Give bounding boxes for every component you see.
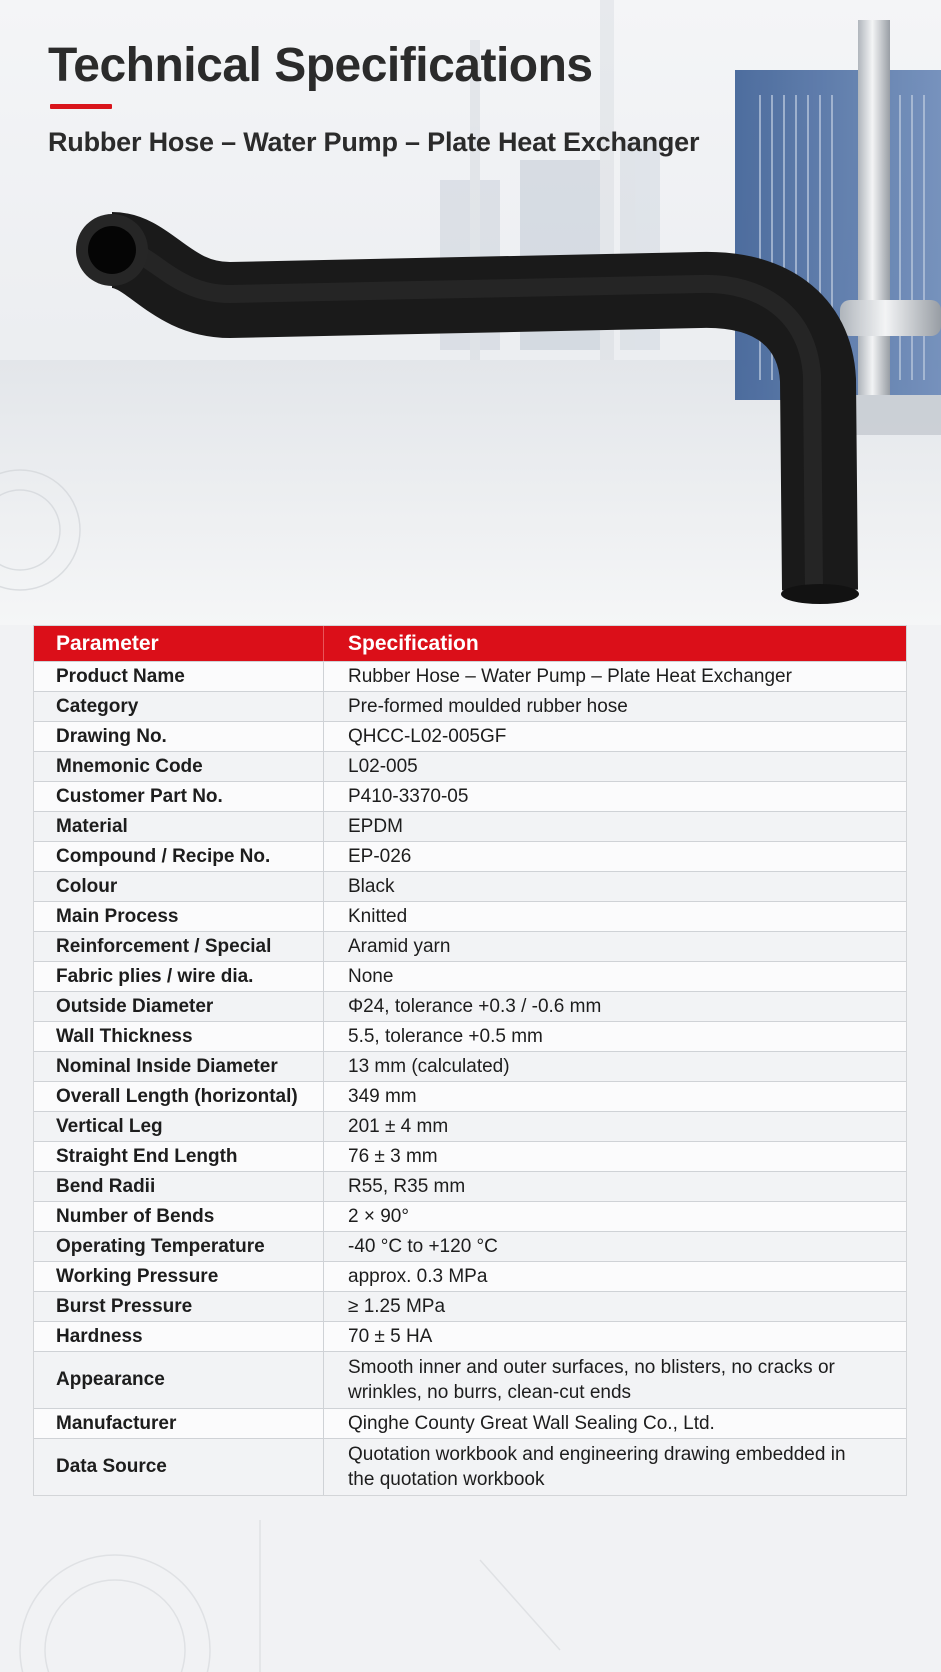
parameter-cell: Product Name [34, 662, 324, 691]
parameter-cell: Fabric plies / wire dia. [34, 962, 324, 991]
table-row [34, 661, 906, 691]
table-row [34, 1111, 906, 1141]
specification-cell: Rubber Hose – Water Pump – Plate Heat Exchanger [348, 666, 792, 687]
table-row [34, 1021, 906, 1051]
specification-cell: Qinghe County Great Wall Sealing Co., Ltd. [348, 1413, 715, 1434]
table-row [34, 871, 906, 901]
table-row [34, 1081, 906, 1111]
parameter-cell: Customer Part No. [34, 782, 324, 811]
specification-cell: -40 °C to +120 °C [348, 1236, 498, 1257]
table-row [34, 1261, 906, 1291]
specification-cell: 13 mm (calculated) [348, 1056, 510, 1077]
specification-cell: Knitted [348, 906, 408, 927]
table-row [34, 721, 906, 751]
specification-cell: P410-3370-05 [348, 786, 469, 807]
specification-cell: approx. 0.3 MPa [348, 1266, 488, 1287]
specification-cell: Aramid yarn [348, 936, 451, 957]
specification-cell: Quotation workbook and engineering drawing embedded in the quotation workbook [348, 1444, 846, 1490]
specification-cell: None [348, 966, 394, 987]
specification-cell: R55, R35 mm [348, 1176, 466, 1197]
page-subtitle: Rubber Hose – Water Pump – Plate Heat Exchanger [48, 127, 700, 157]
parameter-cell: Wall Thickness [34, 1022, 324, 1051]
specification-table [33, 625, 907, 1496]
parameter-cell: Drawing No. [34, 722, 324, 751]
parameter-cell: Number of Bends [34, 1202, 324, 1231]
specification-cell: Pre-formed moulded rubber hose [348, 696, 628, 717]
specification-cell: Black [348, 876, 395, 897]
specification-cell: L02-005 [348, 756, 418, 777]
parameter-cell: Main Process [34, 902, 324, 931]
page-title: Technical Specifications [48, 39, 593, 92]
table-row [34, 1438, 906, 1495]
table-row [34, 811, 906, 841]
parameter-cell: Bend Radii [34, 1172, 324, 1201]
parameter-cell: Mnemonic Code [34, 752, 324, 781]
specification-cell: 201 ± 4 mm [348, 1116, 449, 1137]
table-row [34, 961, 906, 991]
table-row [34, 1141, 906, 1171]
specification-cell: 2 × 90° [348, 1206, 409, 1227]
decorative-watermark [0, 1500, 941, 1672]
table-row [34, 841, 906, 871]
table-row [34, 781, 906, 811]
parameter-cell: Vertical Leg [34, 1112, 324, 1141]
column-header-specification: Specification [348, 632, 479, 655]
table-row [34, 991, 906, 1021]
specification-cell: Smooth inner and outer surfaces, no blisters, no cracks or wrinkles, no burrs, clean-cut ends [348, 1357, 835, 1403]
table-row [34, 1321, 906, 1351]
table-row [34, 691, 906, 721]
parameter-cell: Manufacturer [34, 1409, 324, 1438]
specification-cell: QHCC-L02-005GF [348, 726, 507, 747]
specification-cell: 70 ± 5 HA [348, 1326, 433, 1347]
table-row [34, 1408, 906, 1438]
table-row [34, 1291, 906, 1321]
parameter-cell: Outside Diameter [34, 992, 324, 1021]
parameter-cell: Compound / Recipe No. [34, 842, 324, 871]
parameter-cell: Category [34, 692, 324, 721]
table-header-row [34, 626, 906, 661]
parameter-cell: Colour [34, 872, 324, 901]
parameter-cell: Nominal Inside Diameter [34, 1052, 324, 1081]
table-row [34, 931, 906, 961]
specification-cell: EP-026 [348, 846, 412, 867]
parameter-cell: Straight End Length [34, 1142, 324, 1171]
specification-cell: Φ24, tolerance +0.3 / -0.6 mm [348, 996, 602, 1017]
parameter-cell: Burst Pressure [34, 1292, 324, 1321]
table-row [34, 1231, 906, 1261]
specification-cell: EPDM [348, 816, 403, 837]
parameter-cell: Working Pressure [34, 1262, 324, 1291]
hero-banner [0, 0, 941, 625]
specification-cell: ≥ 1.25 MPa [348, 1296, 446, 1317]
table-row [34, 901, 906, 931]
column-header-parameter: Parameter [34, 626, 324, 661]
specification-cell: 349 mm [348, 1086, 417, 1107]
table-row [34, 1351, 906, 1408]
parameter-cell: Reinforcement / Special [34, 932, 324, 961]
specification-cell: 76 ± 3 mm [348, 1146, 438, 1167]
parameter-cell: Material [34, 812, 324, 841]
parameter-cell: Appearance [34, 1352, 324, 1408]
table-row [34, 1201, 906, 1231]
table-row [34, 1171, 906, 1201]
parameter-cell: Hardness [34, 1322, 324, 1351]
rubber-hose-image [0, 0, 941, 625]
table-row [34, 1051, 906, 1081]
parameter-cell: Operating Temperature [34, 1232, 324, 1261]
parameter-cell: Overall Length (horizontal) [34, 1082, 324, 1111]
table-row [34, 751, 906, 781]
specification-cell: 5.5, tolerance +0.5 mm [348, 1026, 543, 1047]
parameter-cell: Data Source [34, 1439, 324, 1495]
